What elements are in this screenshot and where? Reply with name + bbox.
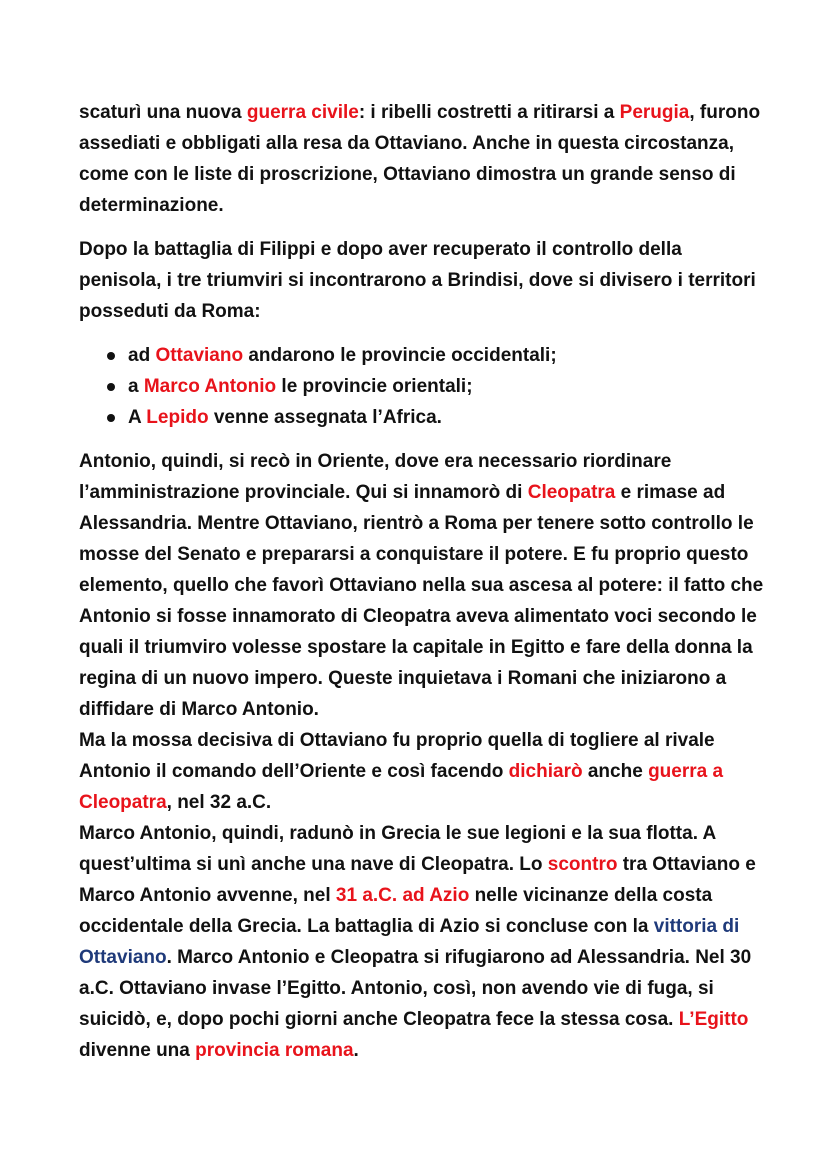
list-item: A Lepido venne assegnata l’Africa. [103,402,768,433]
paragraph-azio: Marco Antonio, quindi, radunò in Grecia le sue legioni e la sua flotta. A quest’ultima si unì anche una nave di Cleopatra. Lo scontro tra Ottaviano e Marco Antonio avvenne, nel 31 a.C. ad Azio nelle vicinanze della costa occidentale della Grecia. La battaglia di Azio si concluse con la vittoria di Ottaviano. Marco Antonio e Cleopatra si rifugiarono ad Alessandria. Nel 30 a.C. Ottaviano invase l’Egitto. Antonio, così, non avendo vie di fuga, si suicidò, e, dopo pochi giorni anche Cleopatra fece la stessa cosa. L’Egitto divenne una provincia romana. [79,823,756,1061]
list-item: a Marco Antonio le provincie orientali; [103,371,768,402]
highlight-azio: 31 a.C. ad Azio [335,885,470,906]
paragraph-guerra-civile: scaturì una nuova guerra civile: i ribelli costretti a ritirarsi a Perugia, furono assediati e obbligati alla resa da Ottaviano. Anche in questa circostanza, come con le liste di proscrizione, Ottaviano dimostra un grande senso di determinazione. [79,102,761,216]
bullet-icon [107,414,115,422]
bullet-icon [107,352,115,360]
paragraph-antonio-oriente: Antonio, quindi, si recò in Oriente, dove era necessario riordinare l’amministrazione provinciale. Qui si innamorò di Cleopatra e rimase ad Alessandria. Mentre Ottaviano, rientrò a Roma per tenere sotto controllo le mosse del Senato e prepararsi a conquistare il potere. E fu proprio questo elemento, quello che favorì Ottaviano nella sua ascesa al potere: il fatto che Antonio si fosse innamorato di Cleopatra aveva alimentato voci secondo le quali il triumviro volesse spostare la capitale in Egitto e fare della donna la regina di un nuovo impero. Queste inquietava i Romani che iniziarono a diffidare di Marco Antonio. [79,451,764,720]
highlight-egitto: L’Egitto [678,1009,749,1030]
highlight-scontro: scontro [547,854,618,875]
highlight-perugia: Perugia [619,102,690,123]
paragraph-mossa-decisiva: Ma la mossa decisiva di Ottaviano fu proprio quella di togliere al rivale Antonio il comando dell’Oriente e così facendo dichiarò anche guerra a Cleopatra, nel 32 a.C. [79,730,724,813]
highlight-guerra-cleopatra: guerra a Cleopatra [79,761,724,813]
highlight-vittoria: vittoria di Ottaviano [79,916,740,968]
highlight-provincia-romana: provincia romana [195,1040,354,1061]
bullet-icon [107,383,115,391]
list-item: ad Ottaviano andarono le provincie occidentali; [103,340,768,371]
paragraph-triumviri: Dopo la battaglia di Filippi e dopo aver recuperato il controllo della penisola, i tre triumviri si incontrarono a Brindisi, dove si divisero i territori posseduti da Roma: [79,239,756,322]
territory-list [79,340,768,433]
highlight-dichiaro: dichiarò [508,761,583,782]
highlight-guerra-civile: guerra civile [246,102,359,123]
highlight-cleopatra: Cleopatra [527,482,616,503]
